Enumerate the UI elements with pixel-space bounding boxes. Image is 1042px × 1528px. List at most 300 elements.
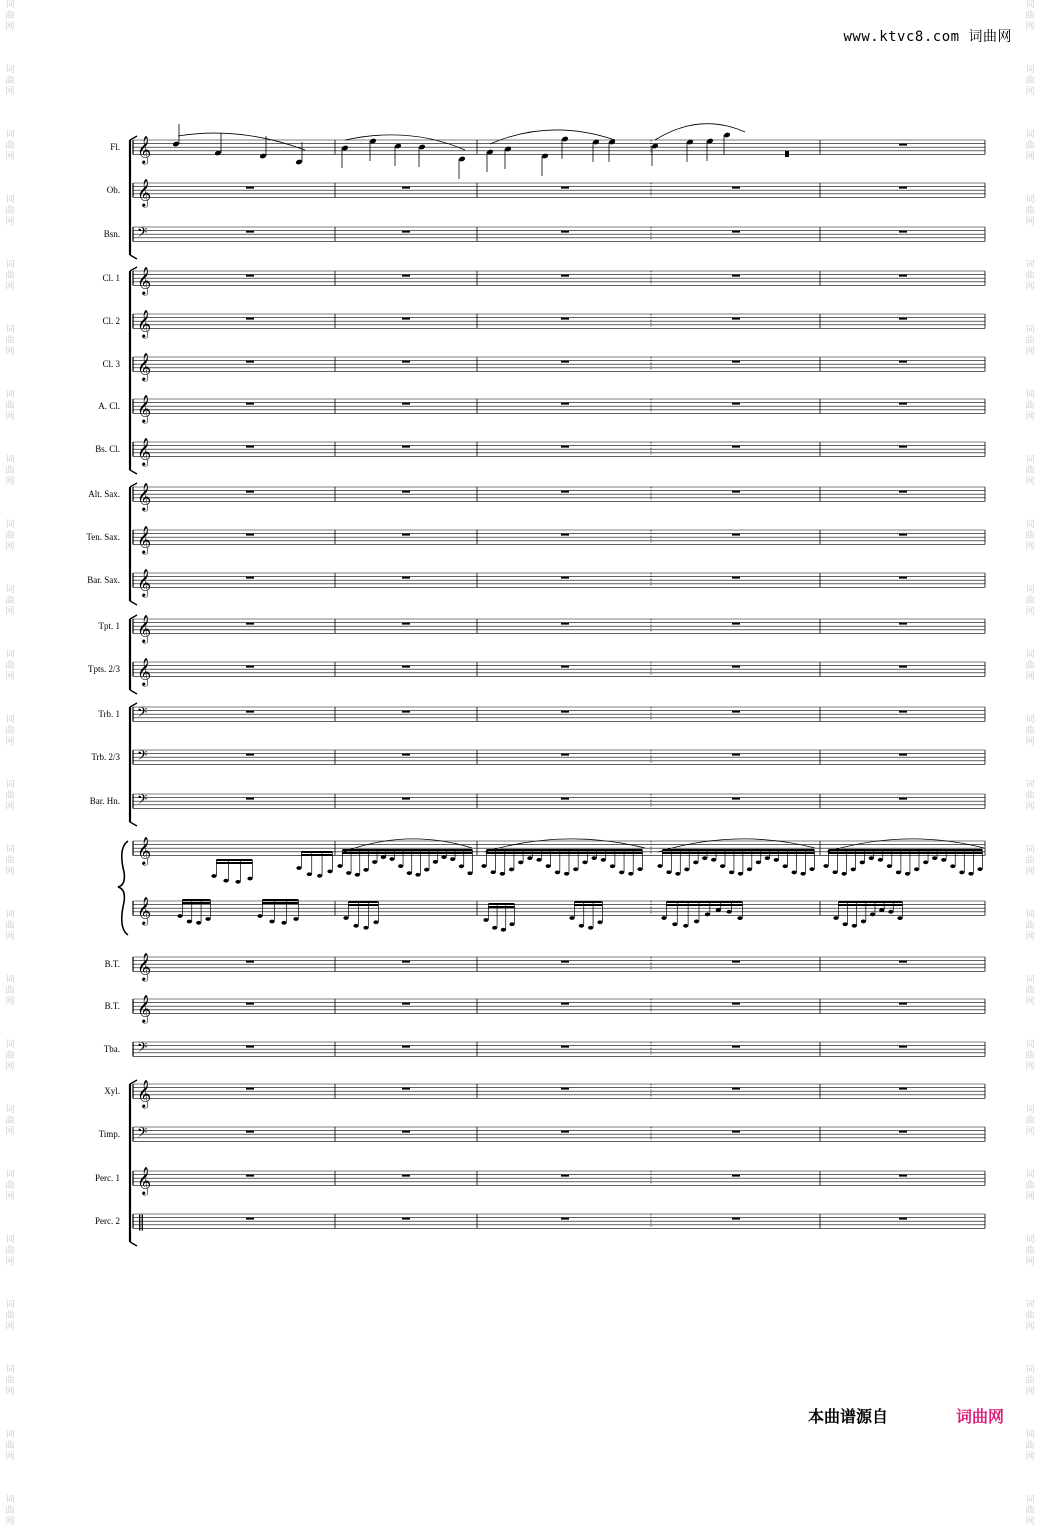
notehead <box>317 874 322 878</box>
watermark-char: 网 <box>1025 672 1035 682</box>
clef-glyph: 𝄞 <box>137 836 152 865</box>
whole-rest <box>402 1046 410 1048</box>
notehead <box>833 916 838 920</box>
clef-glyph: 𝄞 <box>137 568 152 597</box>
instrument-name: Tpts. 2/3 <box>87 664 120 675</box>
watermark-char: 网 <box>1025 607 1035 617</box>
notehead <box>327 870 332 874</box>
notehead <box>675 872 680 876</box>
whole-rest <box>402 798 410 800</box>
watermark-char: 词 <box>1025 1495 1035 1505</box>
watermark-char: 词 <box>1025 975 1035 985</box>
whole-rest <box>732 534 740 536</box>
header-url[interactable]: www.ktvc8.com 词曲网 <box>843 29 1012 45</box>
notehead <box>564 872 569 876</box>
notehead <box>247 877 252 881</box>
watermark-char: 网 <box>5 22 15 32</box>
instrument-name: Alt. Sax. <box>88 489 120 500</box>
clef-glyph: 𝄢 <box>137 1039 148 1059</box>
watermark-char: 网 <box>5 217 15 227</box>
whole-rest <box>732 1088 740 1090</box>
notehead <box>459 864 464 868</box>
whole-rest <box>402 623 410 625</box>
notehead <box>879 908 884 912</box>
notehead <box>527 856 532 860</box>
notehead <box>672 922 677 926</box>
watermark-char: 曲 <box>1025 791 1035 801</box>
notehead <box>702 856 707 860</box>
whole-rest <box>402 534 410 536</box>
watermark-char: 词 <box>5 650 15 660</box>
notehead <box>196 921 201 925</box>
instrument-name: Bar. Sax. <box>87 575 120 586</box>
whole-rest <box>561 231 569 233</box>
notehead <box>492 926 497 930</box>
notehead <box>628 872 633 876</box>
notehead <box>716 908 721 912</box>
whole-rest <box>899 1175 907 1177</box>
bracket-hook <box>130 601 137 605</box>
watermark-char: 网 <box>5 347 15 357</box>
instrument-name: Cl. 1 <box>102 273 120 284</box>
watermark-char: 网 <box>5 1452 15 1462</box>
notehead <box>433 860 438 864</box>
watermark-char: 网 <box>1025 542 1035 552</box>
clef-glyph: 𝄞 <box>137 309 152 338</box>
notehead <box>914 867 919 871</box>
whole-rest <box>561 577 569 579</box>
whole-rest <box>246 361 254 363</box>
notehead <box>569 916 574 920</box>
whole-rest <box>899 666 907 668</box>
watermark-char: 曲 <box>1025 986 1035 996</box>
watermark-char: 曲 <box>5 206 15 216</box>
notehead <box>683 924 688 928</box>
whole-rest <box>732 666 740 668</box>
watermark-char: 曲 <box>5 11 15 21</box>
notehead <box>666 870 671 874</box>
whole-rest <box>561 1218 569 1220</box>
clef-glyph: 𝄢 <box>137 747 148 767</box>
whole-rest <box>246 403 254 405</box>
whole-rest <box>561 1088 569 1090</box>
notehead <box>337 864 342 868</box>
notehead <box>941 858 946 862</box>
notehead <box>861 920 866 924</box>
whole-rest <box>246 1046 254 1048</box>
watermark-char: 曲 <box>1025 726 1035 736</box>
notehead <box>398 864 403 868</box>
notehead <box>738 872 743 876</box>
notehead <box>932 856 937 860</box>
whole-rest <box>732 798 740 800</box>
notehead <box>968 872 973 876</box>
notehead <box>832 870 837 874</box>
whole-rest <box>561 534 569 536</box>
watermark-char: 曲 <box>1025 1441 1035 1451</box>
watermark-group <box>1025 1495 1034 1528</box>
watermark-char: 曲 <box>1025 141 1035 151</box>
watermark-char: 网 <box>1025 1387 1035 1397</box>
watermark-char: 词 <box>5 1105 15 1115</box>
bracket-hook <box>130 1080 137 1084</box>
clef-glyph: 𝄞 <box>137 394 152 423</box>
whole-rest <box>402 446 410 448</box>
whole-rest <box>402 711 410 713</box>
watermark-char: 网 <box>1025 282 1035 292</box>
notehead <box>852 924 857 928</box>
clef-glyph: 𝄞 <box>137 266 152 295</box>
notehead <box>774 858 779 862</box>
notehead <box>343 916 348 920</box>
watermark-char: 词 <box>1025 325 1035 335</box>
notehead <box>637 867 642 871</box>
watermark-char: 曲 <box>5 791 15 801</box>
whole-rest <box>561 961 569 963</box>
notehead <box>597 920 602 924</box>
watermark-char: 网 <box>5 1387 15 1397</box>
clef-glyph: 𝄞 <box>137 614 152 643</box>
whole-rest <box>561 187 569 189</box>
bracket-hook <box>130 822 137 826</box>
bracket-hook <box>130 136 137 140</box>
whole-rest <box>246 187 254 189</box>
notehead <box>424 868 429 872</box>
watermark-char: 网 <box>5 802 15 812</box>
watermark-char: 词 <box>5 715 15 725</box>
clef-glyph: ‖ <box>137 1211 145 1231</box>
whole-rest <box>732 577 740 579</box>
whole-rest <box>402 1003 410 1005</box>
notehead <box>573 867 578 871</box>
whole-rest <box>899 231 907 233</box>
footer-source-label: 本曲谱源自 <box>808 1407 889 1426</box>
notehead <box>610 864 615 868</box>
watermark-char: 词 <box>1025 1105 1035 1115</box>
whole-rest <box>732 318 740 320</box>
clef-glyph: 𝄢 <box>137 1124 148 1144</box>
clef-glyph: 𝄞 <box>137 896 152 925</box>
watermark-char: 网 <box>1025 1322 1035 1332</box>
notehead <box>843 922 848 926</box>
whole-rest <box>402 318 410 320</box>
watermark-char: 网 <box>1025 1062 1035 1072</box>
watermark-char: 网 <box>5 87 15 97</box>
watermark-char: 词 <box>5 520 15 530</box>
notehead <box>389 857 394 861</box>
clef-glyph: 𝄞 <box>137 178 152 207</box>
watermark-char: 网 <box>5 152 15 162</box>
notehead <box>727 910 732 914</box>
whole-rest <box>732 187 740 189</box>
watermark-char: 词 <box>5 910 15 920</box>
whole-rest <box>402 666 410 668</box>
whole-rest <box>899 144 907 146</box>
watermark-char: 曲 <box>5 726 15 736</box>
instrument-name: B.T. <box>104 1001 120 1012</box>
whole-rest <box>899 1088 907 1090</box>
watermark-char: 词 <box>1025 130 1035 140</box>
clef-glyph: 𝄞 <box>137 1079 152 1108</box>
watermark-char: 网 <box>5 1062 15 1072</box>
watermark-char: 网 <box>5 477 15 487</box>
bracket-hook <box>130 615 137 619</box>
watermark-char: 网 <box>1025 152 1035 162</box>
watermark-char: 曲 <box>5 76 15 86</box>
notehead <box>783 864 788 868</box>
watermark-char: 曲 <box>5 271 15 281</box>
notehead <box>372 860 377 864</box>
watermark-char: 网 <box>1025 997 1035 1007</box>
notehead <box>800 872 805 876</box>
notehead <box>205 917 210 921</box>
instrument-name: Timp. <box>98 1129 120 1140</box>
notehead <box>729 870 734 874</box>
watermark-char: 词 <box>5 390 15 400</box>
notehead <box>897 916 902 920</box>
whole-rest <box>899 798 907 800</box>
watermark-char: 网 <box>5 867 15 877</box>
instrument-name: Cl. 3 <box>102 359 120 370</box>
clef-glyph: 𝄞 <box>137 525 152 554</box>
watermark-char: 词 <box>1025 0 1035 10</box>
watermark-char: 词 <box>1025 650 1035 660</box>
whole-rest <box>732 275 740 277</box>
watermark-char: 词 <box>1025 910 1035 920</box>
notehead <box>467 871 472 875</box>
watermark-char: 词 <box>5 780 15 790</box>
slur <box>655 124 745 140</box>
notehead <box>407 871 412 875</box>
watermark-char: 词 <box>5 1170 15 1180</box>
watermark-char: 网 <box>5 1127 15 1137</box>
watermark-char: 曲 <box>5 466 15 476</box>
notehead <box>582 860 587 864</box>
watermark-char: 网 <box>5 1517 15 1527</box>
whole-rest <box>899 1046 907 1048</box>
watermark-char: 网 <box>1025 347 1035 357</box>
notehead <box>481 864 486 868</box>
whole-rest <box>899 491 907 493</box>
whole-rest <box>246 1175 254 1177</box>
whole-rest <box>246 1131 254 1133</box>
instrument-name: B.T. <box>104 959 120 970</box>
watermark-char: 曲 <box>5 1246 15 1256</box>
notehead <box>579 924 584 928</box>
whole-rest <box>899 577 907 579</box>
watermark-char: 词 <box>5 845 15 855</box>
watermark-char: 网 <box>1025 932 1035 942</box>
whole-rest <box>732 446 740 448</box>
whole-rest <box>899 534 907 536</box>
whole-rest <box>561 275 569 277</box>
watermark-char: 词 <box>1025 65 1035 75</box>
watermark-char: 曲 <box>1025 921 1035 931</box>
whole-rest <box>402 275 410 277</box>
whole-rest <box>402 187 410 189</box>
instrument-name: Perc. 2 <box>95 1216 120 1227</box>
whole-rest <box>899 1218 907 1220</box>
watermark-char: 词 <box>1025 1040 1035 1050</box>
watermark-char: 曲 <box>5 661 15 671</box>
notehead <box>381 855 386 859</box>
whole-rest <box>246 666 254 668</box>
watermark-char: 网 <box>1025 1127 1035 1137</box>
whole-rest <box>561 1003 569 1005</box>
watermark-char: 曲 <box>1025 1246 1035 1256</box>
whole-rest <box>899 1131 907 1133</box>
notehead <box>887 864 892 868</box>
watermark-char: 曲 <box>1025 1506 1035 1516</box>
watermark-char: 网 <box>1025 87 1035 97</box>
watermark-char: 词 <box>1025 390 1035 400</box>
notehead <box>661 916 666 920</box>
whole-rest <box>402 361 410 363</box>
watermark-char: 词 <box>5 130 15 140</box>
whole-rest <box>899 623 907 625</box>
whole-rest <box>402 1088 410 1090</box>
whole-rest <box>732 1175 740 1177</box>
bracket-hook <box>130 703 137 707</box>
notehead <box>693 861 698 865</box>
whole-rest <box>899 275 907 277</box>
whole-rest <box>402 403 410 405</box>
whole-rest <box>732 711 740 713</box>
whole-rest <box>561 446 569 448</box>
watermark-char: 词 <box>5 1235 15 1245</box>
watermark-char: 词 <box>1025 585 1035 595</box>
watermark-char: 网 <box>5 1322 15 1332</box>
instrument-name: Cl. 2 <box>102 316 120 327</box>
whole-rest <box>246 1218 254 1220</box>
clef-glyph: 𝄞 <box>137 952 152 981</box>
notehead <box>896 870 901 874</box>
notehead <box>211 874 216 878</box>
watermark-char: 曲 <box>1025 1051 1035 1061</box>
quarter-rest <box>785 151 789 157</box>
notehead <box>296 866 301 870</box>
watermark-char: 网 <box>1025 1257 1035 1267</box>
watermark-char: 词 <box>5 1040 15 1050</box>
watermark-char: 词 <box>1025 1170 1035 1180</box>
whole-rest <box>899 754 907 756</box>
watermark-char: 曲 <box>5 1441 15 1451</box>
notehead <box>747 867 752 871</box>
watermark-char: 网 <box>1025 1452 1035 1462</box>
bracket-hook <box>130 483 137 487</box>
instrument-name: Fl. <box>110 142 120 153</box>
instrument-name: Ten. Sax. <box>86 532 120 543</box>
notehead <box>450 857 455 861</box>
clef-glyph: 𝄢 <box>137 791 148 811</box>
notehead <box>536 858 541 862</box>
bracket-hook <box>130 1242 137 1246</box>
watermark-char: 曲 <box>5 1181 15 1191</box>
whole-rest <box>899 446 907 448</box>
notehead <box>823 864 828 868</box>
instrument-name: Ob. <box>106 185 120 196</box>
notehead <box>346 871 351 875</box>
whole-rest <box>561 754 569 756</box>
notehead <box>441 855 446 859</box>
watermark-char: 网 <box>5 672 15 682</box>
notehead <box>187 920 192 924</box>
whole-rest <box>561 318 569 320</box>
notehead <box>792 871 797 875</box>
clef-glyph: 𝄞 <box>137 482 152 511</box>
notehead <box>518 861 523 865</box>
watermark-char: 词 <box>5 260 15 270</box>
watermark-char: 词 <box>1025 1365 1035 1375</box>
whole-rest <box>246 623 254 625</box>
whole-rest <box>561 798 569 800</box>
whole-rest <box>561 666 569 668</box>
notehead <box>307 872 312 876</box>
watermark-char: 网 <box>5 737 15 747</box>
whole-rest <box>246 577 254 579</box>
notehead <box>491 870 496 874</box>
notehead <box>235 880 240 884</box>
watermark-char: 曲 <box>5 1051 15 1061</box>
watermark-char: 词 <box>5 195 15 205</box>
notehead <box>501 928 506 932</box>
instrument-name: Tpt. 1 <box>98 621 120 632</box>
notehead <box>851 868 856 872</box>
whole-rest <box>732 1046 740 1048</box>
watermark-char: 词 <box>1025 845 1035 855</box>
watermark-char: 曲 <box>1025 531 1035 541</box>
whole-rest <box>246 1003 254 1005</box>
whole-rest <box>402 1218 410 1220</box>
watermark-char: 网 <box>5 997 15 1007</box>
clef-glyph: 𝄞 <box>137 994 152 1023</box>
whole-rest <box>246 446 254 448</box>
notehead <box>546 864 551 868</box>
instrument-name: Perc. 1 <box>95 1173 120 1184</box>
watermark-char: 网 <box>5 1192 15 1202</box>
clef-glyph: 𝄞 <box>137 135 152 164</box>
notehead <box>860 861 865 865</box>
watermark-char: 曲 <box>1025 76 1035 86</box>
clef-glyph: 𝄞 <box>137 437 152 466</box>
notehead <box>269 920 274 924</box>
watermark-char: 词 <box>5 975 15 985</box>
whole-rest <box>561 403 569 405</box>
watermark-char: 网 <box>1025 737 1035 747</box>
instrument-name: Trb. 2/3 <box>91 752 120 763</box>
whole-rest <box>732 1003 740 1005</box>
notehead <box>223 879 228 883</box>
whole-rest <box>732 623 740 625</box>
footer-brand-link[interactable]: 词曲网 <box>956 1407 1005 1426</box>
whole-rest <box>732 1218 740 1220</box>
notehead <box>765 856 770 860</box>
watermark-char: 曲 <box>5 921 15 931</box>
watermark-char: 网 <box>5 1257 15 1267</box>
whole-rest <box>561 623 569 625</box>
whole-rest <box>732 361 740 363</box>
notehead <box>415 873 420 877</box>
whole-rest <box>402 577 410 579</box>
notehead <box>483 918 488 922</box>
bracket-hook <box>130 690 137 694</box>
whole-rest <box>246 711 254 713</box>
watermark-char: 曲 <box>5 141 15 151</box>
watermark-char: 曲 <box>1025 856 1035 866</box>
whole-rest <box>732 491 740 493</box>
whole-rest <box>402 754 410 756</box>
whole-rest <box>899 318 907 320</box>
